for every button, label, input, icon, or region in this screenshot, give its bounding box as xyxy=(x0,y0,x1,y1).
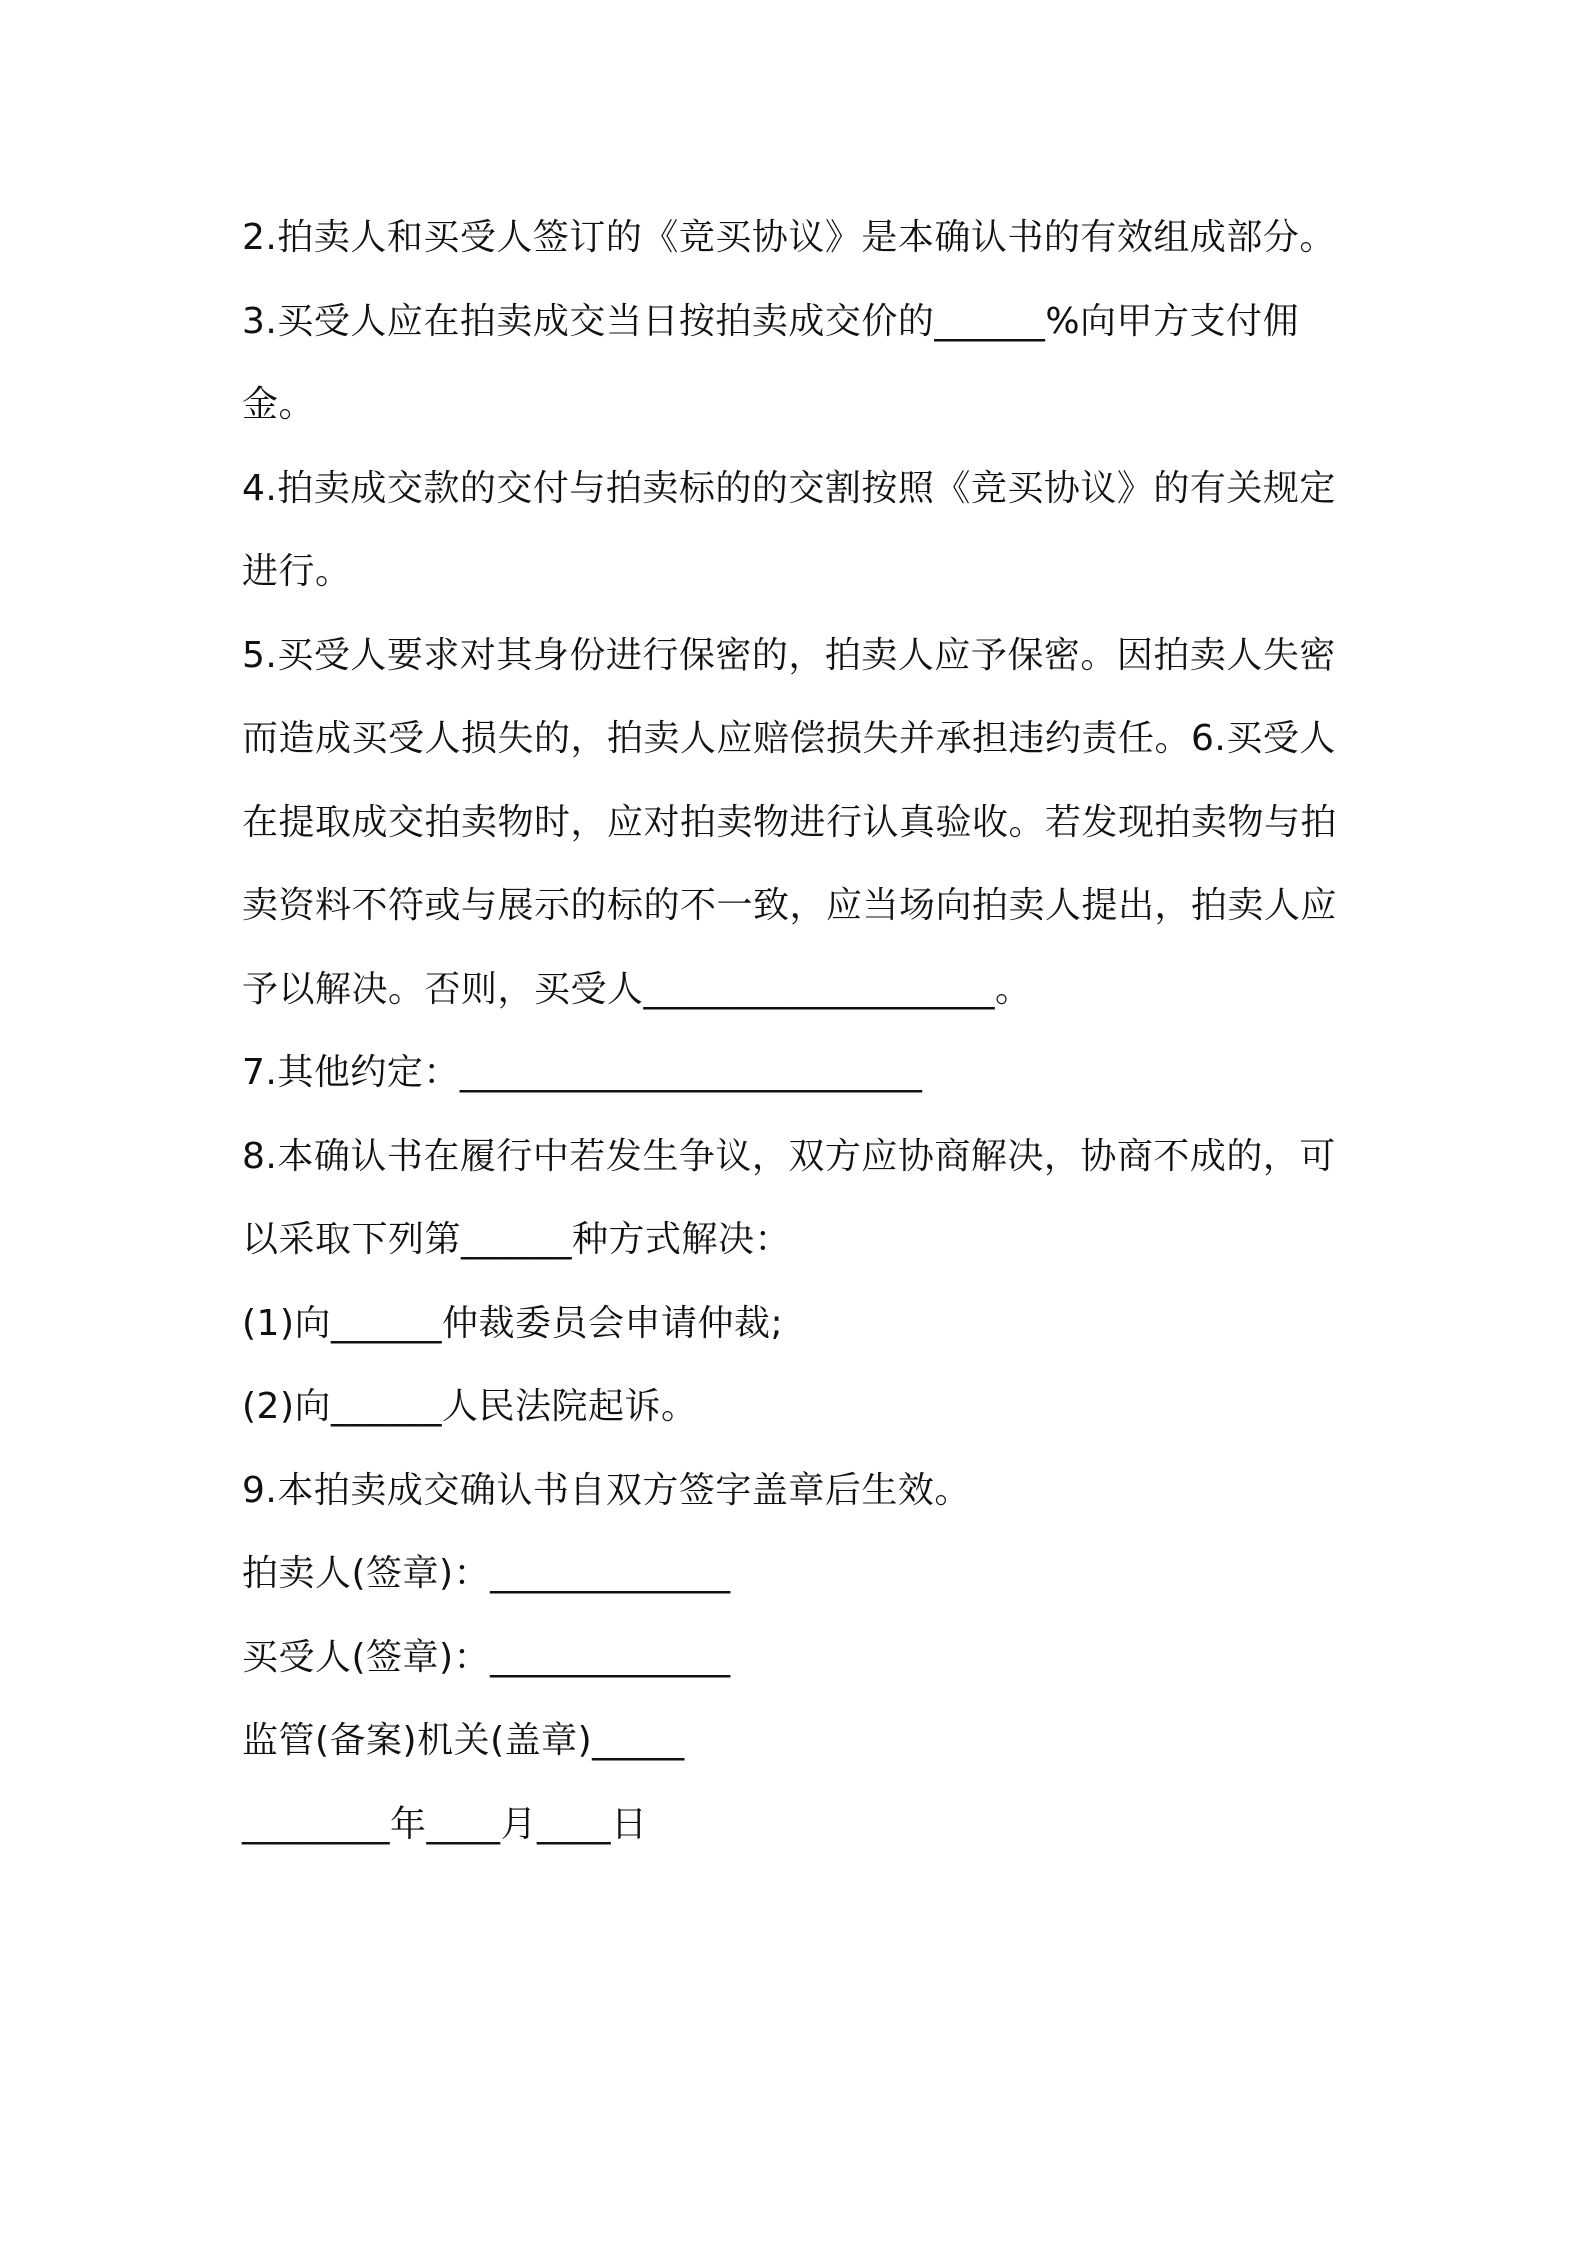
clause-8-line-2: 以采取下列第______种方式解决： xyxy=(242,1219,792,1260)
buyer-signature-line: 买受人(签章)：_____________ xyxy=(242,1636,731,1678)
clause-6-line-1: 在提取成交拍卖物时，应对拍卖物进行认真验收。若发现拍卖物与拍 xyxy=(242,801,1338,843)
clause-4-line-2: 进行。 xyxy=(242,551,352,592)
clause-4-line-1: 4.拍卖成交款的交付与拍卖标的的交割按照《竞买协议》的有关规定 xyxy=(242,467,1336,509)
clause-6-line-3: 予以解决。否则，买受人___________________。 xyxy=(242,968,1032,1010)
clause-5-line-1: 5.买受人要求对其身份进行保密的，拍卖人应予保密。因拍卖人失密 xyxy=(242,634,1336,676)
clause-2-line: 2.拍卖人和买受人签订的《竞买协议》是本确认书的有效组成部分。 xyxy=(242,217,1336,258)
clause-8-option-2: (2)向______人民法院起诉。 xyxy=(242,1386,698,1427)
clause-3-line-2: 金。 xyxy=(242,384,316,425)
supervisory-authority-seal-line: 监管(备案)机关(盖章)_____ xyxy=(242,1720,685,1761)
clause-9-line: 9.本拍卖成交确认书自双方签字盖章后生效。 xyxy=(242,1469,971,1511)
clause-3-line-1: 3.买受人应在拍卖成交当日按拍卖成交价的______%向甲方支付佣 xyxy=(242,300,1300,342)
clause-7-line: 7.其他约定：_________________________ xyxy=(242,1052,923,1093)
clause-8-line-1: 8.本确认书在履行中若发生争议，双方应协商解决，协商不成的，可 xyxy=(242,1135,1336,1177)
document-body xyxy=(242,196,1357,1866)
clause-6-line-2: 卖资料不符或与展示的标的不一致，应当场向拍卖人提出，拍卖人应 xyxy=(242,885,1338,926)
clause-8-option-1: (1)向______仲裁委员会申请仲裁; xyxy=(242,1302,784,1344)
clause-5-line-2: 而造成买受人损失的，拍卖人应赔偿损失并承担违约责任。6.买受人 xyxy=(242,718,1336,759)
auctioneer-signature-line: 拍卖人(签章)：_____________ xyxy=(242,1553,731,1594)
date-line: ________年____月____日 xyxy=(242,1803,648,1845)
